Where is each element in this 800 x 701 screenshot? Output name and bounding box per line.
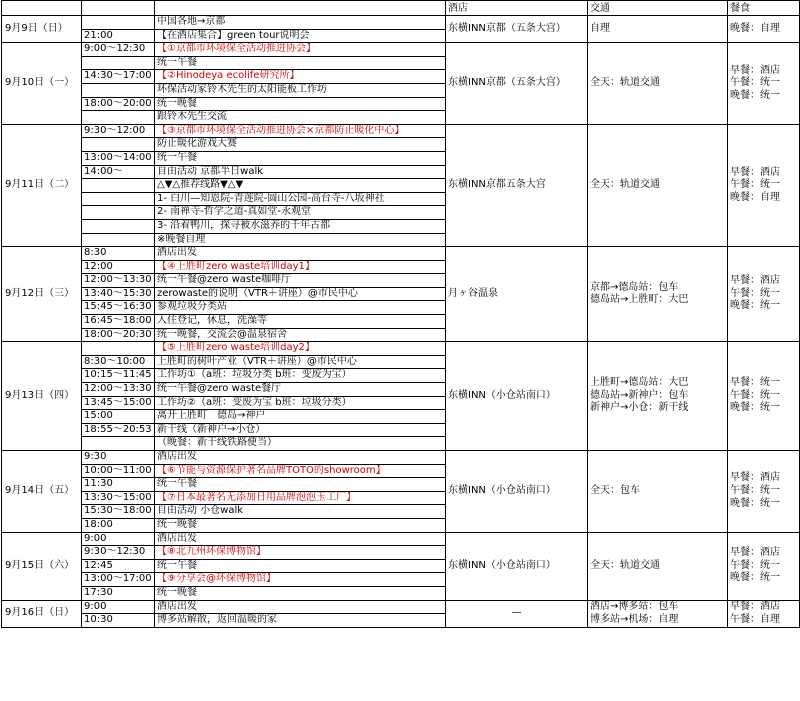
- schedule-time: 13:30～15:00: [82, 491, 155, 505]
- schedule-activity: 统一午餐: [155, 56, 446, 70]
- meal-line: 早餐：酒店: [730, 166, 780, 178]
- table-row: [2, 451, 800, 465]
- schedule-activity: 自由活动 京都半日walk: [155, 165, 446, 179]
- day-date: 9月16日（日）: [2, 600, 82, 627]
- schedule-time: 17:30: [82, 586, 155, 600]
- schedule-time: 18:00: [82, 518, 155, 532]
- transport-line: 酒店→博多站：包车: [590, 601, 679, 613]
- schedule-time: 12:45: [82, 559, 155, 573]
- itinerary-body: [2, 16, 800, 628]
- schedule-time: 21:00: [82, 29, 155, 43]
- transport-line: 京都→德岛站：包车: [590, 281, 679, 293]
- schedule-time: [82, 56, 155, 70]
- meal-line: 早餐：酒店: [730, 275, 780, 287]
- schedule-activity: 工作坊②（a班：变废为宝 b班：垃圾分类）: [155, 396, 446, 410]
- day-date: 9月13日（四）: [2, 342, 82, 451]
- schedule-activity: 统一午餐: [155, 151, 446, 165]
- transport-cell: [588, 451, 728, 533]
- transport-line: 新神户→小仓：新干线: [590, 402, 689, 414]
- schedule-time: 8:30～10:00: [82, 355, 155, 369]
- schedule-time: 9:00: [82, 532, 155, 546]
- schedule-time: 18:00～20:30: [82, 328, 155, 342]
- schedule-time: 8:30: [82, 247, 155, 261]
- schedule-activity: 入住登记，休息，洗澡等: [155, 315, 446, 329]
- schedule-activity: 统一午餐: [155, 478, 446, 492]
- schedule-activity: 统一午餐@zero waste咖啡厅: [155, 274, 446, 288]
- schedule-time: [82, 342, 155, 356]
- transport-line: 全天：轨道交通: [590, 179, 660, 191]
- schedule-time: 9:30: [82, 451, 155, 465]
- transport-line: 全天：轨道交通: [590, 559, 660, 571]
- schedule-time: 13:00～14:00: [82, 151, 155, 165]
- table-row: [2, 247, 800, 261]
- meal-line: 晚餐：统一: [730, 89, 780, 101]
- schedule-time: 15:45～16:30: [82, 301, 155, 315]
- schedule-activity: 防止暖化游戏大赛: [155, 138, 446, 152]
- meals-cell: [728, 532, 800, 600]
- meal-line: 午餐：统一: [730, 287, 780, 299]
- meal-line: 早餐：酒店: [730, 601, 780, 613]
- schedule-activity: （晚餐：新干线铁路便当）: [155, 437, 446, 451]
- hotel-cell: 月ヶ谷温泉: [446, 247, 588, 342]
- schedule-highlight: 【②Hinodeya ecolife研究所】: [155, 70, 446, 84]
- schedule-time: [82, 111, 155, 125]
- schedule-time: [82, 179, 155, 193]
- meal-line: 晚餐：自理: [730, 22, 780, 34]
- table-row: [2, 600, 800, 614]
- transport-cell: [588, 43, 728, 125]
- meal-line: 早餐：统一: [730, 377, 780, 389]
- schedule-time: [82, 16, 155, 30]
- meal-line: 午餐：统一: [730, 179, 780, 191]
- schedule-time: 14:00～: [82, 165, 155, 179]
- schedule-time: [82, 219, 155, 233]
- schedule-time: 12:00～13:30: [82, 274, 155, 288]
- schedule-activity: 【在酒店集合】green tour说明会: [155, 29, 446, 43]
- meal-line: 午餐：自理: [730, 613, 780, 625]
- schedule-time: 10:15～11:45: [82, 369, 155, 383]
- transport-line: 博多站→机场：自理: [590, 613, 679, 625]
- meal-line: 晚餐：统一: [730, 572, 780, 584]
- hotel-cell: 东横INN（小仓站南口）: [446, 342, 588, 451]
- header-transport: 交通: [588, 1, 728, 16]
- meal-line: 早餐：酒店: [730, 472, 780, 484]
- day-date: 9月15日（六）: [2, 532, 82, 600]
- transport-line: 德岛站→上胜町：大巴: [590, 294, 689, 306]
- schedule-time: [82, 138, 155, 152]
- schedule-activity: △▼△推荐线路▼△▼: [155, 179, 446, 193]
- schedule-time: 10:30: [82, 614, 155, 628]
- meals-cell: [728, 16, 800, 43]
- schedule-time: 18:00～20:00: [82, 97, 155, 111]
- table-row: [2, 532, 800, 546]
- transport-line: 全天：轨道交通: [590, 77, 660, 89]
- transport-line: 自理: [590, 22, 610, 34]
- schedule-time: 16:45～18:00: [82, 315, 155, 329]
- schedule-time: [82, 233, 155, 247]
- schedule-highlight: 【⑧北九州环保博物馆】: [155, 546, 446, 560]
- schedule-activity: 参观垃圾分类站: [155, 301, 446, 315]
- hotel-cell: —: [446, 600, 588, 627]
- schedule-activity: 统一午餐@zero waste餐厅: [155, 383, 446, 397]
- schedule-activity: 2- 南禅寺-哲学之道-真如堂-永观堂: [155, 206, 446, 220]
- meal-line: 午餐：统一: [730, 559, 780, 571]
- hotel-cell: 东横INN京都五条大宫: [446, 124, 588, 246]
- schedule-highlight: 【③京都市环境保全活动推进协会×京都防止暖化中心】: [155, 124, 446, 138]
- schedule-time: 12:00: [82, 260, 155, 274]
- meal-line: 午餐：统一: [730, 389, 780, 401]
- hotel-cell: 东横INN京都（五条大宫）: [446, 43, 588, 125]
- meal-line: 早餐：酒店: [730, 547, 780, 559]
- meals-cell: [728, 43, 800, 125]
- transport-cell: [588, 342, 728, 451]
- meal-line: 晚餐：统一: [730, 497, 780, 509]
- schedule-time: 14:30～17:00: [82, 70, 155, 84]
- schedule-activity: 酒店出发: [155, 451, 446, 465]
- schedule-time: 9:00: [82, 600, 155, 614]
- transport-cell: [588, 124, 728, 246]
- day-date: 9月14日（五）: [2, 451, 82, 533]
- schedule-time: [82, 192, 155, 206]
- meals-cell: [728, 600, 800, 627]
- schedule-activity: 1- 白川—知恩院-青莲院-圆山公园-高台寺-八坂神社: [155, 192, 446, 206]
- schedule-highlight: 【⑨分享会@环保博物馆】: [155, 573, 446, 587]
- schedule-activity: 酒店出发: [155, 532, 446, 546]
- header-activity: [155, 1, 446, 16]
- schedule-time: [82, 83, 155, 97]
- table-row: [2, 124, 800, 138]
- schedule-time: 18:55～20:53: [82, 423, 155, 437]
- schedule-time: 12:00～13:30: [82, 383, 155, 397]
- day-date: 9月10日（一）: [2, 43, 82, 125]
- schedule-time: 9:00～12:30: [82, 43, 155, 57]
- header-date: [2, 1, 82, 16]
- meal-line: 午餐：统一: [730, 77, 780, 89]
- meals-cell: [728, 451, 800, 533]
- meals-cell: [728, 342, 800, 451]
- schedule-time: 13:00～17:00: [82, 573, 155, 587]
- meal-line: 晚餐：自理: [730, 191, 780, 203]
- schedule-activity: 工作坊①（a班：垃圾分类 b班：变废为宝）: [155, 369, 446, 383]
- table-row: [2, 16, 800, 30]
- schedule-activity: 自由活动 小仓walk: [155, 505, 446, 519]
- schedule-activity: 酒店出发: [155, 247, 446, 261]
- meal-line: 早餐：酒店: [730, 64, 780, 76]
- schedule-highlight: 【⑦日本最著名无添加日用品牌泡泡玉工厂】: [155, 491, 446, 505]
- schedule-time: 11:30: [82, 478, 155, 492]
- schedule-activity: 统一晚餐: [155, 97, 446, 111]
- header-row: [2, 1, 800, 16]
- schedule-time: 15:30～18:00: [82, 505, 155, 519]
- meal-line: 午餐：统一: [730, 484, 780, 496]
- header-hotel: 酒店: [446, 1, 588, 16]
- schedule-highlight: 【④上胜町zero waste培训day1】: [155, 260, 446, 274]
- meal-line: 晚餐：统一: [730, 300, 780, 312]
- transport-cell: [588, 600, 728, 627]
- day-date: 9月12日（三）: [2, 247, 82, 342]
- schedule-activity: zerowaste的说明（VTR＋讲座）@市民中心: [155, 287, 446, 301]
- transport-cell: [588, 16, 728, 43]
- hotel-cell: 东横INN（小仓站南口）: [446, 532, 588, 600]
- schedule-time: 9:30～12:30: [82, 546, 155, 560]
- schedule-activity: 统一午餐: [155, 559, 446, 573]
- schedule-time: 15:00: [82, 410, 155, 424]
- schedule-time: 13:45～15:00: [82, 396, 155, 410]
- schedule-highlight: 【①京都市环境保全活动推进协会】: [155, 43, 446, 57]
- schedule-time: [82, 437, 155, 451]
- schedule-activity: 跟铃木先生交流: [155, 111, 446, 125]
- schedule-activity: 中国各地→京都: [155, 16, 446, 30]
- meal-line: 晚餐：统一: [730, 402, 780, 414]
- schedule-activity: 上胜町的树叶产业（VTR＋讲座）@市民中心: [155, 355, 446, 369]
- schedule-activity: 环保活动家铃木先生的太阳能板工作坊: [155, 83, 446, 97]
- header-time: [82, 1, 155, 16]
- schedule-time: [82, 206, 155, 220]
- header-meals: 餐食: [728, 1, 800, 16]
- schedule-activity: ※晚餐自理: [155, 233, 446, 247]
- table-row: [2, 342, 800, 356]
- schedule-activity: 统一晚餐: [155, 586, 446, 600]
- transport-line: 上胜町→德岛站：大巴: [590, 377, 689, 389]
- hotel-cell: 东横INN京都（五条大宫）: [446, 16, 588, 43]
- schedule-highlight: 【⑥节能与资源保护著名品牌TOTO的showroom】: [155, 464, 446, 478]
- schedule-time: 13:40～15:30: [82, 287, 155, 301]
- meals-cell: [728, 247, 800, 342]
- schedule-time: 10:00～11:00: [82, 464, 155, 478]
- table-row: [2, 43, 800, 57]
- schedule-activity: 统一晚餐: [155, 518, 446, 532]
- transport-line: 德岛站→新神户：包车: [590, 389, 689, 401]
- schedule-activity: 博多站解散，返回温暖的家: [155, 614, 446, 628]
- schedule-activity: 新干线（新神户→小仓）: [155, 423, 446, 437]
- schedule-activity: 统一晚餐，交流会@温泉宿舍: [155, 328, 446, 342]
- transport-cell: [588, 247, 728, 342]
- schedule-time: 9:30～12:00: [82, 124, 155, 138]
- day-date: 9月9日（日）: [2, 16, 82, 43]
- schedule-highlight: 【⑤上胜町zero waste培训day2】: [155, 342, 446, 356]
- meals-cell: [728, 124, 800, 246]
- schedule-activity: 3- 沿着鸭川，探寻被水滋养的千年古都: [155, 219, 446, 233]
- hotel-cell: 东横INN（小仓站南口）: [446, 451, 588, 533]
- schedule-activity: 离开上胜町 德岛→神户: [155, 410, 446, 424]
- schedule-activity: 酒店出发: [155, 600, 446, 614]
- day-date: 9月11日（二）: [2, 124, 82, 246]
- itinerary-table: [1, 0, 800, 628]
- transport-line: 全天：包车: [590, 484, 640, 496]
- transport-cell: [588, 532, 728, 600]
